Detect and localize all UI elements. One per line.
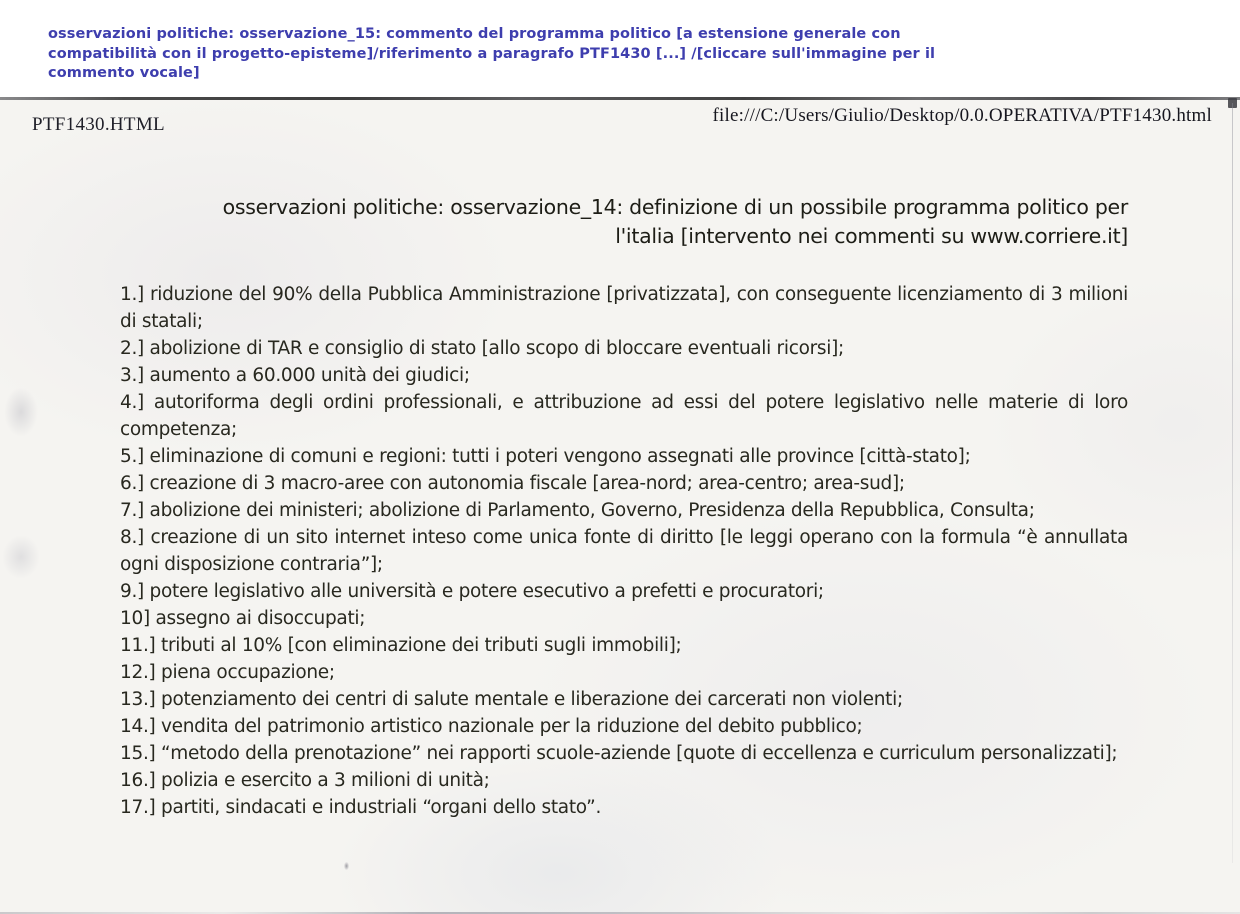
program-item: 16.] polizia e esercito a 3 milioni di unità;: [120, 770, 490, 791]
program-item: 10] assegno ai disoccupati;: [120, 608, 366, 629]
program-item: 17.] partiti, sindacati e industriali “organi dello stato”.: [120, 797, 602, 818]
scan-top-edge-artifact: [0, 97, 1240, 100]
program-item: 6.] creazione di 3 macro-aree con autonomia fiscale [area-nord; area-centro; area-sud];: [120, 473, 905, 494]
scan-smudge-artifact: [4, 387, 38, 437]
program-item: 14.] vendita del patrimonio artistico nazionale per la riduzione del debito pubblico;: [120, 716, 863, 737]
program-item: 4.] autoriforma degli ordini professionali, e attribuzione ad essi del potere legislativo nelle materie di loro competenza;: [120, 392, 1128, 440]
scanned-page-image[interactable]: [0, 97, 1240, 914]
print-header-file-url: file:///C:/Users/Giulio/Desktop/0.0.OPERATIVA/PTF1430.html: [712, 105, 1212, 126]
document-title-line: osservazioni politiche: osservazione_14: definizione di un possibile programma politico per: [222, 195, 1128, 219]
annotation-line: osservazioni politiche: osservazione_15: commento del programma politico [a estensione generale con: [48, 26, 901, 42]
document-title: [120, 193, 1128, 251]
scan-speck-artifact: [344, 862, 349, 870]
program-item: 7.] abolizione dei ministeri; abolizione di Parlamento, Governo, Presidenza della Repubblica, Consulta;: [120, 500, 1035, 521]
annotation-line: commento vocale]: [48, 65, 200, 81]
program-item: 13.] potenziamento dei centri di salute mentale e liberazione dei carcerati non violenti;: [120, 689, 903, 710]
program-item: 3.] aumento a 60.000 unità dei giudici;: [120, 365, 470, 386]
print-header-filename: PTF1430.HTML: [32, 114, 165, 135]
program-list: [120, 281, 1128, 821]
annotation-line: compatibilità con il progetto-episteme]/riferimento a paragrafo PTF1430 [...] /[cliccare sull'immagine per il: [48, 45, 936, 62]
document-content: [120, 193, 1128, 821]
program-item: 5.] eliminazione di comuni e regioni: tutti i poteri vengono assegnati alle province [città-stato];: [120, 446, 971, 467]
program-item: 11.] tributi al 10% [con eliminazione dei tributi sugli immobili];: [120, 635, 682, 656]
program-item: 12.] piena occupazione;: [120, 662, 335, 683]
document-title-line: l'italia [intervento nei commenti su www.corriere.it]: [615, 224, 1128, 248]
program-item: 1.] riduzione del 90% della Pubblica Amministrazione [privatizzata], con conseguente licenziamento di 3 milioni di statali;: [120, 284, 1128, 332]
scan-smudge-artifact: [2, 535, 40, 579]
program-item: 8.] creazione di un sito internet inteso come unica fonte di diritto [le leggi operano con la formula “è annullata ogni disposizione contraria”];: [120, 527, 1128, 575]
program-item: 15.] “metodo della prenotazione” nei rapporti scuole-aziende [quote di eccellenza e curriculum personalizzati];: [120, 743, 1118, 764]
annotation-caption: [48, 25, 988, 84]
program-item: 9.] potere legislativo alle università e potere esecutivo a prefetti e procuratori;: [120, 581, 824, 602]
program-item: 2.] abolizione di TAR e consiglio di stato [allo scopo di bloccare eventuali ricorsi];: [120, 338, 844, 359]
scan-right-edge-artifact: [1232, 103, 1233, 863]
